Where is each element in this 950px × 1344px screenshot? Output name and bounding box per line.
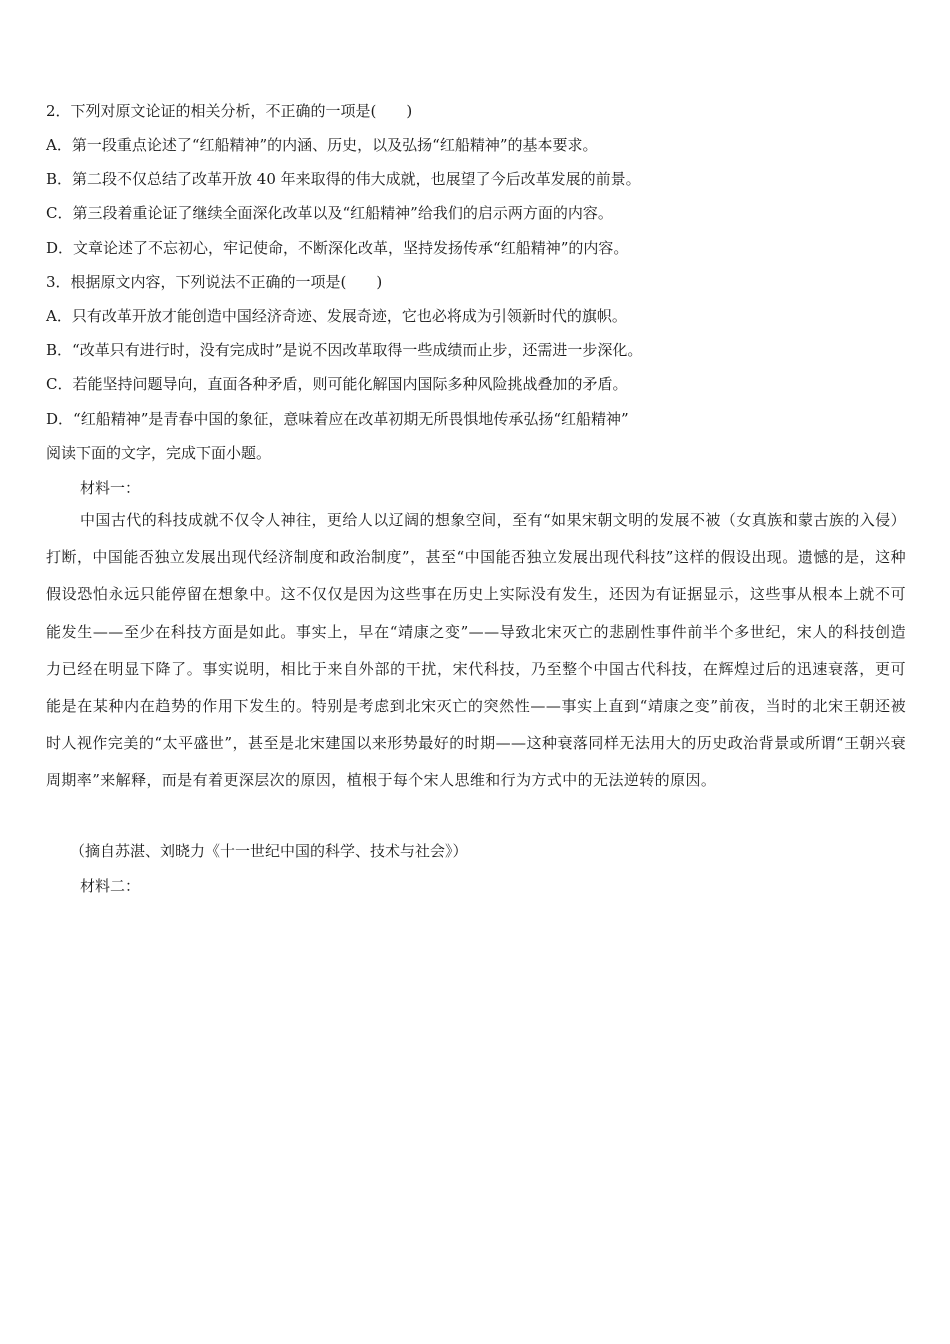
question-2-option-b: B．第二段不仅总结了改革开放 40 年来取得的伟大成就，也展望了今后改革发展的前景。 <box>46 170 641 188</box>
question-2-stem: 2．下列对原文论证的相关分析，不正确的一项是( ) <box>46 102 413 120</box>
question-3-option-b: B．“改革只有进行时，没有完成时”是说不因改革取得一些成绩而止步，还需进一步深化。 <box>46 341 643 359</box>
question-2-option-d: D．文章论述了不忘初心，牢记使命，不断深化改革，坚持发扬传承“红船精神”的内容。 <box>46 239 629 257</box>
question-3-option-d: D．“红船精神”是青春中国的象征，意味着应在改革初期无所畏惧地传承弘扬“红船精神” <box>46 410 629 428</box>
material-1-label: 材料一： <box>80 479 141 497</box>
question-3-option-c: C．若能坚持问题导向，直面各种矛盾，则可能化解国内国际多种风险挑战叠加的矛盾。 <box>46 375 628 393</box>
material-1-citation: （摘自苏湛、刘晓力《十一世纪中国的科学、技术与社会》） <box>70 842 468 860</box>
question-3-option-a: A．只有改革开放才能创造中国经济奇迹、发展奇迹，它也必将成为引领新时代的旗帜。 <box>46 307 627 325</box>
material-2-label: 材料二： <box>80 877 141 895</box>
question-2-option-a: A．第一段重点论述了“红船精神”的内涵、历史，以及弘扬“红船精神”的基本要求。 <box>46 136 598 154</box>
reading-instruction: 阅读下面的文字，完成下面小题。 <box>46 444 272 462</box>
question-2-option-c: C．第三段着重论证了继续全面深化改革以及“红船精神”给我们的启示两方面的内容。 <box>46 204 613 222</box>
material-1-body: 中国古代的科技成就不仅令人神往，更给人以辽阔的想象空间，至有“如果宋朝文明的发展不被（女真族和蒙古族的入侵）打断，中国能否独立发展出现代经济制度和政治制度”，甚至“中国能否独立发展出现代科技”这样的假设出现。遗憾的是，这种假设恐怕永远只能停留在想象中。这不仅仅是因为这些事在历史上实际没有发生，还因为有证据显示，这些事从根本上就不可能发生——至少在科技方面是如此。事实上，早在“靖康之变”——导致北宋灭亡的悲剧性事件前半个多世纪，宋人的科技创造力已经在明显下降了。事实说明，相比于来自外部的干扰，宋代科技，乃至整个中国古代科技，在辉煌过后的迅速衰落，更可能是在某种内在趋势的作用下发生的。特别是考虑到北宋灭亡的突然性——事实上直到“靖康之变”前夜，当时的北宋王朝还被时人视作完美的“太平盛世”，甚至是北宋建国以来形势最好的时期——这种衰落同样无法用大的历史政治背景或所谓“王朝兴衰周期率”来解释，而是有着更深层次的原因，植根于每个宋人思维和行为方式中的无法逆转的原因。 <box>46 511 906 790</box>
question-3-stem: 3．根据原文内容，下列说法不正确的一项是( ) <box>46 273 383 291</box>
